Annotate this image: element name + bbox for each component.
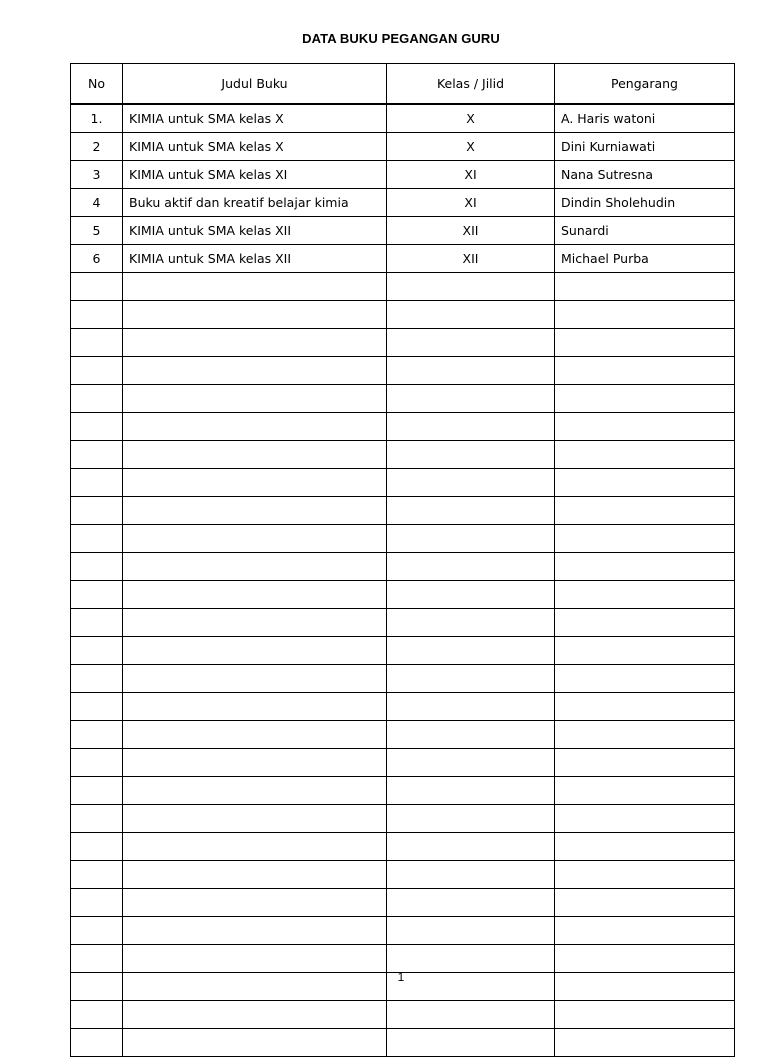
cell-kelas-jilid: XI: [387, 189, 555, 217]
table-row: [71, 637, 735, 665]
cell-no: 5: [71, 217, 123, 245]
cell-judul-buku: KIMIA untuk SMA kelas XII: [123, 245, 387, 273]
cell-kelas-jilid: [387, 553, 555, 581]
document-title: DATA BUKU PEGANGAN GURU: [302, 31, 500, 46]
cell-kelas-jilid: [387, 469, 555, 497]
cell-no: [71, 357, 123, 385]
table-row: [71, 413, 735, 441]
cell-pengarang: [555, 1001, 735, 1029]
cell-pengarang: [555, 553, 735, 581]
table-row: [71, 609, 735, 637]
header-no: No: [71, 64, 123, 105]
table-row: [71, 693, 735, 721]
cell-pengarang: [555, 693, 735, 721]
cell-no: [71, 665, 123, 693]
cell-judul-buku: KIMIA untuk SMA kelas XII: [123, 217, 387, 245]
cell-pengarang: Nana Sutresna: [555, 161, 735, 189]
table-row: [71, 217, 735, 245]
table-row: [71, 581, 735, 609]
cell-kelas-jilid: [387, 749, 555, 777]
table-row: [71, 189, 735, 217]
cell-pengarang: [555, 861, 735, 889]
cell-kelas-jilid: [387, 441, 555, 469]
cell-kelas-jilid: [387, 1029, 555, 1057]
cell-no: [71, 833, 123, 861]
cell-pengarang: Dindin Sholehudin: [555, 189, 735, 217]
table-row: [71, 357, 735, 385]
table-row: [71, 1029, 735, 1057]
table-row: [71, 469, 735, 497]
cell-pengarang: A. Haris watoni: [555, 104, 735, 133]
cell-judul-buku: [123, 609, 387, 637]
cell-no: 6: [71, 245, 123, 273]
table-row: [71, 385, 735, 413]
cell-pengarang: Sunardi: [555, 217, 735, 245]
cell-judul-buku: [123, 693, 387, 721]
cell-kelas-jilid: XII: [387, 245, 555, 273]
cell-no: [71, 889, 123, 917]
cell-judul-buku: [123, 469, 387, 497]
cell-kelas-jilid: X: [387, 104, 555, 133]
cell-judul-buku: [123, 1001, 387, 1029]
cell-kelas-jilid: [387, 581, 555, 609]
book-table: [70, 63, 735, 1057]
cell-kelas-jilid: [387, 1001, 555, 1029]
table-row: [71, 525, 735, 553]
table-row: [71, 749, 735, 777]
cell-kelas-jilid: [387, 721, 555, 749]
cell-judul-buku: [123, 1029, 387, 1057]
table-row: [71, 945, 735, 973]
cell-no: [71, 553, 123, 581]
cell-judul-buku: KIMIA untuk SMA kelas X: [123, 104, 387, 133]
cell-pengarang: [555, 889, 735, 917]
table-header-row: [71, 64, 735, 105]
cell-pengarang: [555, 301, 735, 329]
cell-judul-buku: [123, 805, 387, 833]
cell-judul-buku: [123, 357, 387, 385]
cell-kelas-jilid: XI: [387, 161, 555, 189]
cell-judul-buku: [123, 945, 387, 973]
cell-no: [71, 945, 123, 973]
table-row: [71, 161, 735, 189]
table-row: [71, 889, 735, 917]
cell-no: [71, 581, 123, 609]
cell-no: [71, 805, 123, 833]
cell-pengarang: Michael Purba: [555, 245, 735, 273]
page-number: 1: [397, 970, 405, 984]
cell-judul-buku: [123, 889, 387, 917]
header-judul-buku: Judul Buku: [123, 64, 387, 105]
cell-pengarang: [555, 945, 735, 973]
table-row: [71, 805, 735, 833]
cell-kelas-jilid: XII: [387, 217, 555, 245]
cell-judul-buku: [123, 833, 387, 861]
cell-judul-buku: [123, 413, 387, 441]
cell-no: [71, 385, 123, 413]
cell-pengarang: [555, 637, 735, 665]
cell-pengarang: [555, 581, 735, 609]
cell-kelas-jilid: [387, 693, 555, 721]
cell-no: [71, 441, 123, 469]
cell-kelas-jilid: [387, 889, 555, 917]
cell-no: [71, 917, 123, 945]
cell-no: [71, 693, 123, 721]
cell-judul-buku: [123, 553, 387, 581]
cell-pengarang: [555, 609, 735, 637]
cell-kelas-jilid: [387, 413, 555, 441]
cell-kelas-jilid: [387, 525, 555, 553]
cell-judul-buku: [123, 637, 387, 665]
cell-kelas-jilid: [387, 609, 555, 637]
cell-judul-buku: [123, 385, 387, 413]
cell-judul-buku: [123, 749, 387, 777]
cell-no: [71, 329, 123, 357]
cell-pengarang: [555, 917, 735, 945]
cell-no: [71, 413, 123, 441]
cell-kelas-jilid: [387, 945, 555, 973]
table-row: [71, 245, 735, 273]
header-pengarang: Pengarang: [555, 64, 735, 105]
cell-no: [71, 721, 123, 749]
cell-judul-buku: [123, 777, 387, 805]
cell-kelas-jilid: [387, 805, 555, 833]
cell-pengarang: [555, 357, 735, 385]
cell-kelas-jilid: [387, 777, 555, 805]
cell-no: [71, 609, 123, 637]
cell-pengarang: Dini Kurniawati: [555, 133, 735, 161]
cell-pengarang: [555, 721, 735, 749]
cell-kelas-jilid: [387, 385, 555, 413]
cell-no: [71, 1001, 123, 1029]
cell-judul-buku: [123, 917, 387, 945]
table-row: [71, 833, 735, 861]
table-row: [71, 1001, 735, 1029]
cell-judul-buku: [123, 301, 387, 329]
cell-no: [71, 469, 123, 497]
cell-pengarang: [555, 497, 735, 525]
table-row: [71, 553, 735, 581]
cell-no: 4: [71, 189, 123, 217]
cell-no: 1.: [71, 104, 123, 133]
cell-kelas-jilid: [387, 833, 555, 861]
cell-kelas-jilid: [387, 357, 555, 385]
cell-pengarang: [555, 805, 735, 833]
table-row: [71, 441, 735, 469]
cell-judul-buku: [123, 861, 387, 889]
cell-no: [71, 861, 123, 889]
cell-pengarang: [555, 469, 735, 497]
cell-pengarang: [555, 749, 735, 777]
cell-pengarang: [555, 273, 735, 301]
cell-kelas-jilid: [387, 861, 555, 889]
cell-pengarang: [555, 777, 735, 805]
table-row: [71, 104, 735, 133]
table-row: [71, 861, 735, 889]
cell-kelas-jilid: X: [387, 133, 555, 161]
cell-kelas-jilid: [387, 665, 555, 693]
cell-no: [71, 525, 123, 553]
cell-judul-buku: [123, 525, 387, 553]
table-body: [71, 104, 735, 1057]
cell-pengarang: [555, 1029, 735, 1057]
cell-pengarang: [555, 329, 735, 357]
table-row: [71, 497, 735, 525]
cell-no: 3: [71, 161, 123, 189]
cell-no: [71, 637, 123, 665]
cell-pengarang: [555, 833, 735, 861]
cell-no: [71, 301, 123, 329]
cell-pengarang: [555, 413, 735, 441]
table-row: [71, 329, 735, 357]
cell-kelas-jilid: [387, 497, 555, 525]
cell-pengarang: [555, 665, 735, 693]
cell-judul-buku: [123, 497, 387, 525]
cell-judul-buku: [123, 273, 387, 301]
cell-judul-buku: KIMIA untuk SMA kelas X: [123, 133, 387, 161]
cell-no: [71, 273, 123, 301]
cell-kelas-jilid: [387, 329, 555, 357]
cell-pengarang: [555, 525, 735, 553]
cell-no: [71, 1029, 123, 1057]
table-row: [71, 301, 735, 329]
cell-kelas-jilid: [387, 637, 555, 665]
table-row: [71, 721, 735, 749]
cell-pengarang: [555, 385, 735, 413]
table-row: [71, 273, 735, 301]
table-row: [71, 917, 735, 945]
cell-kelas-jilid: [387, 917, 555, 945]
cell-no: [71, 497, 123, 525]
cell-judul-buku: [123, 329, 387, 357]
cell-judul-buku: [123, 581, 387, 609]
cell-kelas-jilid: [387, 301, 555, 329]
cell-no: 2: [71, 133, 123, 161]
cell-judul-buku: [123, 721, 387, 749]
cell-no: [71, 777, 123, 805]
cell-judul-buku: [123, 441, 387, 469]
cell-judul-buku: Buku aktif dan kreatif belajar kimia: [123, 189, 387, 217]
cell-judul-buku: KIMIA untuk SMA kelas XI: [123, 161, 387, 189]
table-row: [71, 777, 735, 805]
table-row: [71, 665, 735, 693]
cell-no: [71, 749, 123, 777]
cell-judul-buku: [123, 665, 387, 693]
table-row: [71, 133, 735, 161]
cell-pengarang: [555, 441, 735, 469]
cell-kelas-jilid: [387, 273, 555, 301]
header-kelas-jilid: Kelas / Jilid: [387, 64, 555, 105]
